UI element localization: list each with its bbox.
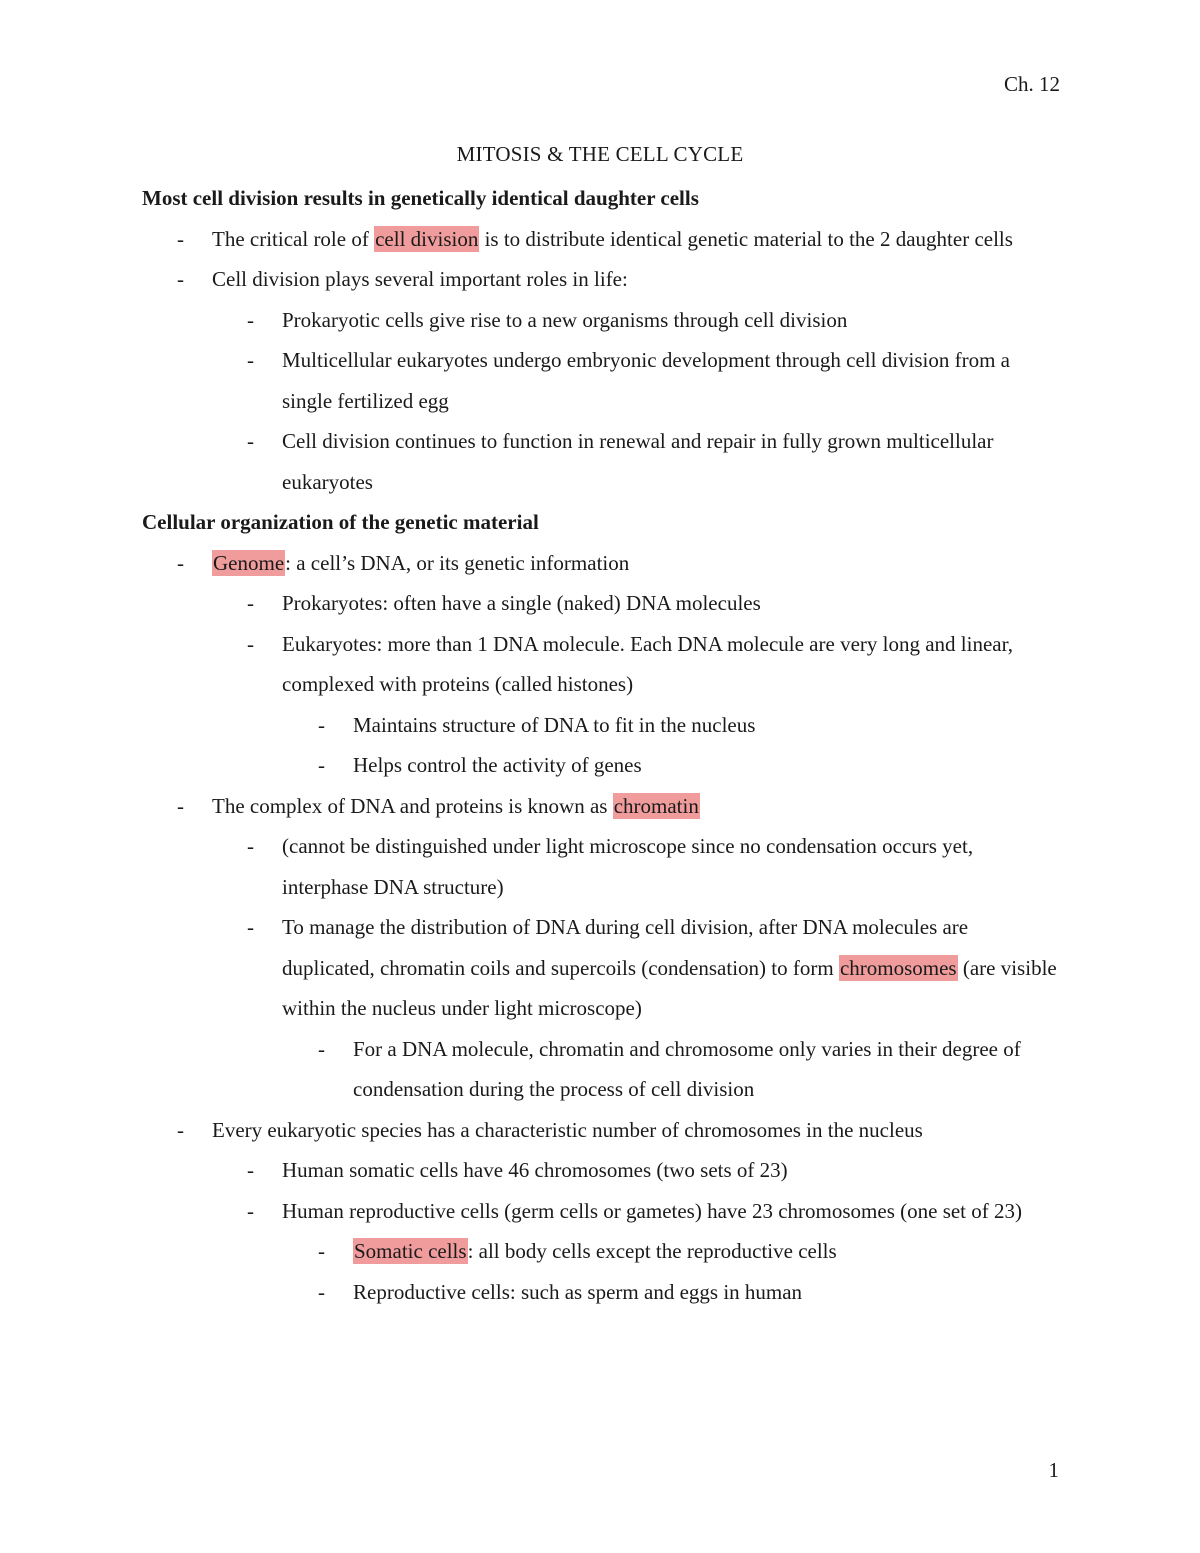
bullet-text: Helps control the activity of genes xyxy=(353,753,642,777)
bullet-text: Reproductive cells: such as sperm and eggs in human xyxy=(353,1279,803,1304)
bullet-text: Human somatic cells have 46 chromosomes (two sets of 23) xyxy=(282,1158,788,1182)
dash-marker: - xyxy=(247,834,254,858)
dash-marker: - xyxy=(318,1036,325,1061)
bullet-text: For a DNA molecule, chromatin and chromosome only varies in their degree of condensation during the process of cell division xyxy=(353,1036,1021,1101)
dash-marker: - xyxy=(177,267,184,291)
sub-bullet-item xyxy=(142,624,1062,705)
bullet-item xyxy=(142,543,1062,584)
sub-sub-bullet-item xyxy=(142,1272,1062,1313)
sub-sub-bullet-item xyxy=(142,1029,1062,1110)
highlighted-term: Somatic cells xyxy=(354,1239,467,1263)
highlighted-term: chromosomes xyxy=(839,955,957,980)
dash-marker: - xyxy=(247,591,254,615)
sub-bullet-item xyxy=(142,583,1062,624)
dash-marker: - xyxy=(177,1117,184,1142)
page-number: 1 xyxy=(1048,1458,1059,1482)
highlighted-term: chromatin xyxy=(613,793,699,818)
sub-bullet-item xyxy=(142,1191,1062,1232)
highlighted-term: Genome xyxy=(213,550,285,575)
bullet-item xyxy=(142,219,1062,260)
bullet-text: Prokaryotic cells give rise to a new organisms through cell division xyxy=(282,307,848,332)
bullet-item xyxy=(142,786,1062,827)
dash-marker: - xyxy=(247,429,254,453)
bullet-text: Multicellular eukaryotes undergo embryonic development through cell division from a single fertilized egg xyxy=(282,348,1011,413)
dash-marker: - xyxy=(247,1198,254,1223)
sub-sub-bullet-item xyxy=(142,1231,1062,1272)
sub-bullet-item xyxy=(142,421,1062,502)
bullet-text: Prokaryotes: often have a single (naked) DNA molecules xyxy=(282,591,761,615)
text-segment: : a cell’s DNA, or its genetic information xyxy=(285,550,630,575)
bullet-text: Maintains structure of DNA to fit in the nucleus xyxy=(353,712,756,737)
bullet-text: Eukaryotes: more than 1 DNA molecule. Each DNA molecule are very long and linear, complexed with proteins (called histones) xyxy=(282,631,1014,696)
dash-marker: - xyxy=(177,226,184,251)
dash-marker: - xyxy=(247,348,254,372)
text-segment: The complex of DNA and proteins is known as xyxy=(212,793,613,818)
highlighted-term: cell division xyxy=(375,226,479,251)
bullet-text: Human reproductive cells (germ cells or gametes) have 23 chromosomes (one set of 23) xyxy=(282,1198,1023,1223)
chapter-label: Ch. 12 xyxy=(1003,72,1060,96)
dash-marker: - xyxy=(247,1158,254,1182)
sub-bullet-item xyxy=(142,1150,1062,1191)
text-segment: The critical role of xyxy=(212,226,375,251)
dash-marker: - xyxy=(177,550,184,575)
bullet-text: Cell division plays several important roles in life: xyxy=(212,267,628,291)
sub-bullet-item xyxy=(142,300,1062,341)
dash-marker: - xyxy=(247,631,254,656)
sub-bullet-item xyxy=(142,907,1062,1029)
bullet-text: (cannot be distinguished under light microscope since no condensation occurs yet, interphase DNA structure) xyxy=(282,834,974,899)
bullet-item xyxy=(142,259,1062,300)
dash-marker: - xyxy=(247,915,254,939)
sub-bullet-item xyxy=(142,340,1062,421)
page-title: MITOSIS & THE CELL CYCLE xyxy=(456,142,744,166)
section-heading: Cellular organization of the genetic material xyxy=(142,510,539,534)
sub-bullet-item xyxy=(142,826,1062,907)
sub-sub-bullet-item xyxy=(142,705,1062,746)
document-body xyxy=(142,178,1062,1312)
text-segment: (are visible within the nucleus under light microscope) xyxy=(282,955,1057,1020)
dash-marker: - xyxy=(177,793,184,818)
text-segment: To manage the distribution of DNA during cell division, after DNA molecules are duplicated, chromatin coils and supercoils (condensation) to form xyxy=(282,915,969,980)
text-segment: is to distribute identical genetic material to the 2 daughter cells xyxy=(479,226,1013,251)
dash-marker: - xyxy=(318,1279,325,1304)
dash-marker: - xyxy=(318,1239,325,1263)
dash-marker: - xyxy=(247,307,254,332)
sub-sub-bullet-item xyxy=(142,745,1062,786)
bullet-item xyxy=(142,1110,1062,1151)
section-heading: Most cell division results in genetically identical daughter cells xyxy=(142,186,699,210)
text-segment: : all body cells except the reproductive cells xyxy=(467,1239,837,1263)
dash-marker: - xyxy=(318,753,325,777)
dash-marker: - xyxy=(318,712,325,737)
bullet-text: Every eukaryotic species has a characteristic number of chromosomes in the nucleus xyxy=(212,1117,923,1142)
bullet-text: Cell division continues to function in renewal and repair in fully grown multicellular eukaryotes xyxy=(282,429,994,494)
